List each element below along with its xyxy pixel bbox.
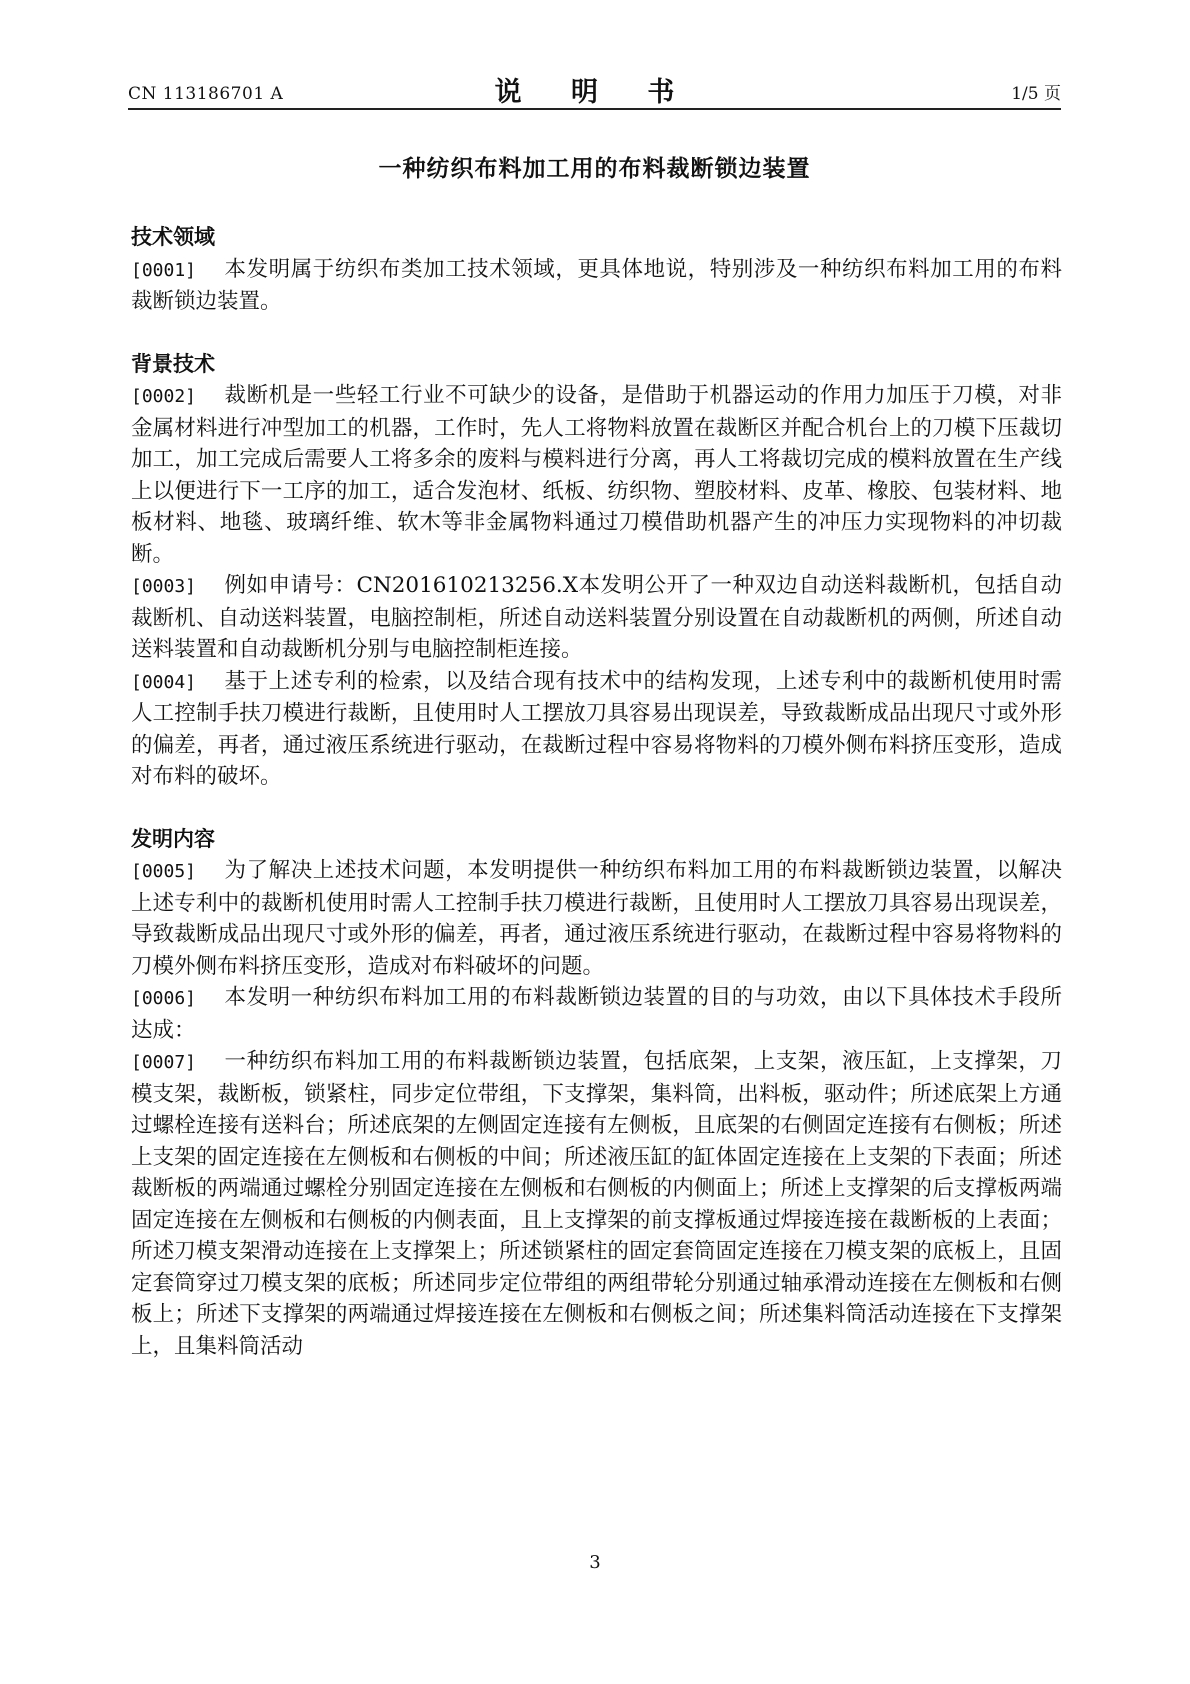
paragraph-text: 例如申请号：CN201610213256.X本发明公开了一种双边自动送料裁断机，包括自动裁断机、自动送料装置，电脑控制柜，所述自动送料装置分别设置在自动裁断机的两侧，所述自动送料装置和自动裁断机分别与电脑控制柜连接。 <box>131 573 1062 662</box>
paragraph-text: 一种纺织布料加工用的布料裁断锁边装置，包括底架，上支架，液压缸，上支撑架，刀模支架，裁断板，锁紧柱，同步定位带组，下支撑架，集料筒，出料板，驱动件；所述底架上方通过螺栓连接有送料台；所述底架的左侧固定连接有左侧板，且底架的右侧固定连接有右侧板；所述上支架的固定连接在左侧板和右侧板的中间；所述液压缸的缸体固定连接在上支架的下表面；所述裁断板的两端通过螺栓分别固定连接在左侧板和右侧板的内侧面上；所述上支撑架的后支撑板两端固定连接在左侧板和右侧板的内侧表面，且上支撑架的前支撑板通过焊接连接在裁断板的上表面；所述刀模支架滑动连接在上支撑架上；所述锁紧柱的固定套筒固定连接在刀模支架的底板上，且固定套筒穿过刀模支架的底板；所述同步定位带组的两组带轮分别通过轴承滑动连接在左侧板和右侧板上；所述下支撑架的两端通过焊接连接在左侧板和右侧板之间；所述集料筒活动连接在下支撑架上，且集料筒活动 <box>131 1049 1062 1359</box>
page-number: 3 <box>589 1552 601 1573</box>
paragraph-number: [0001] <box>131 259 197 281</box>
paragraph-number: [0002] <box>131 386 197 407</box>
page-indicator: 1/5 页 <box>1011 84 1061 104</box>
paragraph-text: 基于上述专利的检索，以及结合现有技术中的结构发现，上述专利中的裁断机使用时需人工控制手扶刀模进行裁断，且使用时人工摆放刀具容易出现误差，导致裁断成品出现尺寸或外形的偏差，再者，通过液压系统进行驱动，在裁断过程中容易将物料的刀模外侧布料挤压变形，造成对布料的破坏。 <box>131 668 1062 789</box>
paragraph <box>131 254 1062 318</box>
header-divider <box>128 108 1061 110</box>
paragraph-text: 本发明属于纺织布类加工技术领域，更具体地说，特别涉及一种纺织布料加工用的布料裁断锁边装置。 <box>131 256 1062 314</box>
paragraph-text: 为了解决上述技术问题，本发明提供一种纺织布料加工用的布料裁断锁边装置，以解决上述专利中的裁断机使用时需人工控制手扶刀模进行裁断，且使用时人工摆放刀具容易出现误差，导致裁断成品出现尺寸或外形的偏差，再者，通过液压系统进行驱动，在裁断过程中容易将物料的刀模外侧布料挤压变形，造成对布料破坏的问题。 <box>131 858 1062 979</box>
section-heading: 背景技术 <box>131 351 215 376</box>
paragraph <box>131 380 1062 570</box>
document-type: 说 明 书 <box>494 77 695 108</box>
paragraph-text: 裁断机是一些轻工行业不可缺少的设备，是借助于机器运动的作用力加压于刀模，对非金属材料进行冲型加工的机器，工作时，先人工将物料放置在裁断区并配合机台上的刀模下压裁切加工，加工完成后需要人工将多余的废料与模料进行分离，再人工将裁切完成的模料放置在生产线上以便进行下一工序的加工，适合发泡材、纸板、纺织物、塑胶材料、皮革、橡胶、包装材料、地板材料、地毯、玻璃纤维、软木等非金属物料通过刀模借助机器产生的冲压力实现物料的冲切裁断。 <box>131 383 1062 567</box>
paragraph <box>131 666 1062 793</box>
document-body <box>131 222 1062 1362</box>
paragraph-number: [0004] <box>131 671 197 693</box>
section-heading: 技术领域 <box>131 225 215 249</box>
paragraph <box>131 855 1062 982</box>
publication-number: CN 113186701 A <box>128 84 284 104</box>
paragraph-number: [0003] <box>131 576 197 597</box>
paragraph-number: [0005] <box>131 861 197 882</box>
document-title: 一种纺织布料加工用的布料裁断锁边装置 <box>378 156 811 182</box>
paragraph <box>131 1046 1062 1362</box>
paragraph-number: [0006] <box>131 988 197 1009</box>
section-heading: 发明内容 <box>131 826 215 851</box>
paragraph <box>131 570 1062 666</box>
paragraph <box>131 982 1062 1046</box>
paragraph-number: [0007] <box>131 1052 197 1073</box>
page-header <box>128 76 1061 108</box>
paragraph-text: 本发明一种纺织布料加工用的布料裁断锁边装置的目的与功效，由以下具体技术手段所达成： <box>131 985 1062 1043</box>
